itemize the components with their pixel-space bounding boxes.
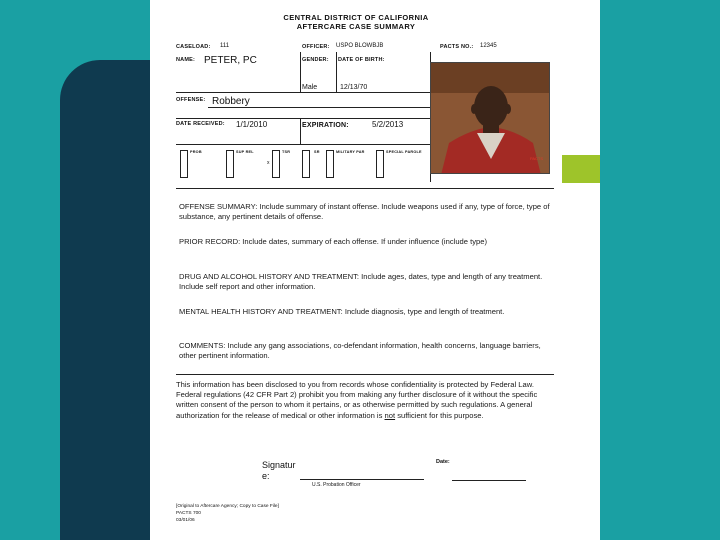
checkbox-sup-rel-label: SUP REL [236,150,254,154]
grid-line [208,107,430,108]
prior-record-section [179,237,551,247]
drug-alcohol-heading: DRUG AND ALCOHOL HISTORY AND TREATMENT: [179,272,360,281]
checkbox-mark: x [267,160,270,166]
gender-label: GENDER: [302,57,329,63]
slide-background-right [600,0,720,540]
pacts-value: 12345 [480,43,497,49]
offense-label: OFFENSE: [176,97,206,103]
form-number: PACTS 700 [176,511,201,516]
prior-record-body: Include dates, summary of each offense. If under influence (include type) [240,237,487,246]
subject-photo [430,62,550,174]
checkbox-sr-label: SR [314,150,320,154]
offense-summary-body: Include summary of instant offense. Include weapons used if any, type of force, type of substance, any pertinent details of offense. [179,202,550,221]
date-received-label: DATE RECEIVED: [176,121,225,127]
comments-heading: COMMENTS: [179,341,226,350]
comments-body: Include any gang associations, co-defendant information, health concerns, language barriers, other pertinent information. [179,341,541,360]
checkbox-sup-rel [226,150,234,178]
prior-record-heading: PRIOR RECORD: [179,237,241,246]
signature-label [262,460,296,482]
checkbox-special-parole [376,150,384,178]
checkbox-prob-label: PROB [190,150,202,154]
drug-alcohol-body: Include ages, dates, type and length of any treatment. Include self report and other information. [179,272,543,291]
document-title: CENTRAL DISTRICT OF CALIFORNIA [283,13,429,22]
grid-line [176,188,554,189]
photo-caption: PACTS [529,156,543,161]
comments-section [179,341,551,361]
dob-value: 12/13/70 [340,84,368,91]
signature-line [300,479,424,480]
checkbox-tsr-label: TSR [282,150,291,154]
date-line [452,480,526,481]
checkbox-special-parole-label: SPECIAL PAROLE [386,150,422,154]
name-label: NAME: [176,57,196,63]
caseload-value: 111 [220,43,230,49]
checkbox-prob [180,150,188,178]
expiration-label: EXPIRATION: [302,122,349,129]
grid-line [176,374,554,375]
officer-label: OFFICER: [302,44,330,50]
grid-line [176,92,430,93]
mental-health-heading: MENTAL HEALTH HISTORY AND TREATMENT: [179,307,343,316]
grid-line [336,52,337,92]
case-summary-document [150,0,562,540]
grid-line [176,144,430,145]
offense-value: Robbery [212,96,250,107]
grid-line [176,118,430,119]
form-date: 03/01/06 [176,518,195,523]
checkbox-tsr [272,150,280,178]
grid-line [300,118,301,144]
checkbox-military-par-label: MILITARY PAR [336,150,365,154]
officer-caption: U.S. Probation Officer [312,482,361,488]
date-label: Date: [436,459,450,465]
offense-summary-heading: OFFENSE SUMMARY: [179,202,258,211]
gender-value: Male [302,84,318,91]
expiration-value: 5/2/2013 [372,120,404,129]
officer-value: USPO BLOWBJB [336,43,384,49]
dob-label: DATE OF BIRTH: [338,57,385,63]
checkbox-military-par [326,150,334,178]
mental-health-body: Include diagnosis, type and length of treatment. [342,307,505,316]
confidentiality-notice [176,380,554,421]
checkbox-sr [302,150,310,178]
caseload-label: CASELOAD: [176,44,211,50]
notice-text-start: This information has been disclosed to you from records whose confidentiality is protected by Federal Law. Federal regulations (42 CFR Part 2) prohibit you from making any further disclosure of it without the specific written consent of the person to whom it pertains, or as otherwise permitted by such regulations. A general authorization for the release of medical or other information is [176,380,538,420]
mental-health-section [179,307,551,317]
offense-summary-section [179,202,551,222]
distribution-note: [Original to Aftercare Agency; Copy to Case File] [176,504,279,509]
name-value: PETER, PC [204,55,257,66]
grid-line [300,52,301,92]
notice-text-end: sufficient for this purpose. [395,410,484,420]
date-received-value: 1/1/2010 [236,120,268,129]
pacts-label: PACTS NO.: [440,44,474,50]
signature-label-line2: e: [262,471,270,481]
document-subtitle: AFTERCARE CASE SUMMARY [296,22,416,31]
drug-alcohol-section [179,272,551,292]
signature-label-line1: Signatur [262,460,296,470]
notice-text-underlined: not [384,410,396,420]
